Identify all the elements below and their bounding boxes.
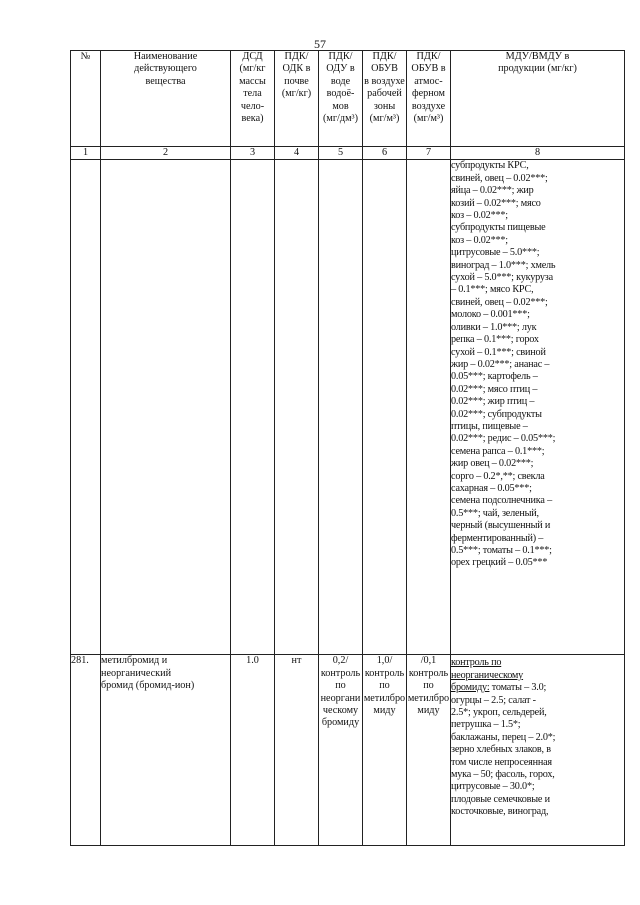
header-pdk-soil: ПДК/ ОДК в почве (мг/кг) [275, 51, 319, 147]
col-index: 2 [101, 147, 231, 160]
regulation-table [70, 50, 625, 846]
col-index: 7 [407, 147, 451, 160]
header-number: № [71, 51, 101, 147]
mdu-value: контроль по неорганическому бромиду: томаты – 3.0; огурцы – 2.5; салат - 2.5*; укроп, сельдерей, петрушка – 1.5*; баклажаны, перец – 2.0*; зерно хлебных злаков, в том числе непросеянная мука – 50; фасоль, горох, цитрусовые – 30.0*; плодовые семечковые и косточковые, виноград, [451, 655, 625, 846]
pdk-atm-air-value: /0,1 контроль по метилбро миду [407, 655, 451, 846]
table-row [71, 655, 625, 846]
header-substance: Наименование действующего вещества [101, 51, 231, 147]
page-number: 57 [314, 37, 326, 51]
col-index: 6 [363, 147, 407, 160]
col-index: 4 [275, 147, 319, 160]
column-index-row [71, 147, 625, 160]
col-index: 1 [71, 147, 101, 160]
col-index: 3 [231, 147, 275, 160]
continuation-row [71, 160, 625, 655]
header-pdk-work-air: ПДК/ ОБУВ в воздухе рабочей зоны (мг/м³) [363, 51, 407, 147]
substance-name: метилбромид и неорганический бромид (бромид-ион) [101, 655, 231, 846]
col-index: 5 [319, 147, 363, 160]
pdk-work-air-value: 1,0/ контроль по метилбро миду [363, 655, 407, 846]
pdk-water-value: 0,2/ контроль по неоргани ческому бромиду [319, 655, 363, 846]
row-number: 281. [71, 655, 101, 846]
col-index: 8 [451, 147, 625, 160]
header-mdu: МДУ/ВМДУ в продукции (мг/кг) [451, 51, 625, 147]
dsd-value: 1.0 [231, 655, 275, 846]
header-pdk-water: ПДК/ ОДУ в воде водоё- мов (мг/дм³) [319, 51, 363, 147]
header-row [71, 51, 625, 147]
header-dsd: ДСД (мг/кг массы тела чело- века) [231, 51, 275, 147]
header-pdk-atm-air: ПДК/ ОБУВ в атмос- ферном воздухе (мг/м³) [407, 51, 451, 147]
mdu-continuation-cell: субпродукты КРС, свиней, овец – 0.02***; яйца – 0.02***; жир козий – 0.02***; мясо коз – 0.02***; субпродукты пищевые коз – 0.02***; цитрусовые – 5.0***; виноград – 1.0***; хмель сухой – 5.0***; кукуруза – 0.1***; мясо КРС, свиней, овец – 0.02***; молоко – 0.001***; оливки – 1.0***; лук репка – 0.1***; горох сухой – 0.1***; свиной жир – 0.02***; ананас – 0.05***; картофель – 0.02***; мясо птиц – 0.02***; жир птиц – 0.02***; субпродукты птицы, пищевые – 0.02***; редис – 0.05***; семена рапса – 0.1***; жир овец – 0.02***; сорго – 0.2*,**; свекла сахарная – 0.05***; семена подсолнечника – 0.5***; чай, зеленый, черный (высушенный и ферментированный) – 0.5***; томаты – 0.1***; орех грецкий – 0.05*** [451, 160, 625, 655]
pdk-soil-value: нт [275, 655, 319, 846]
